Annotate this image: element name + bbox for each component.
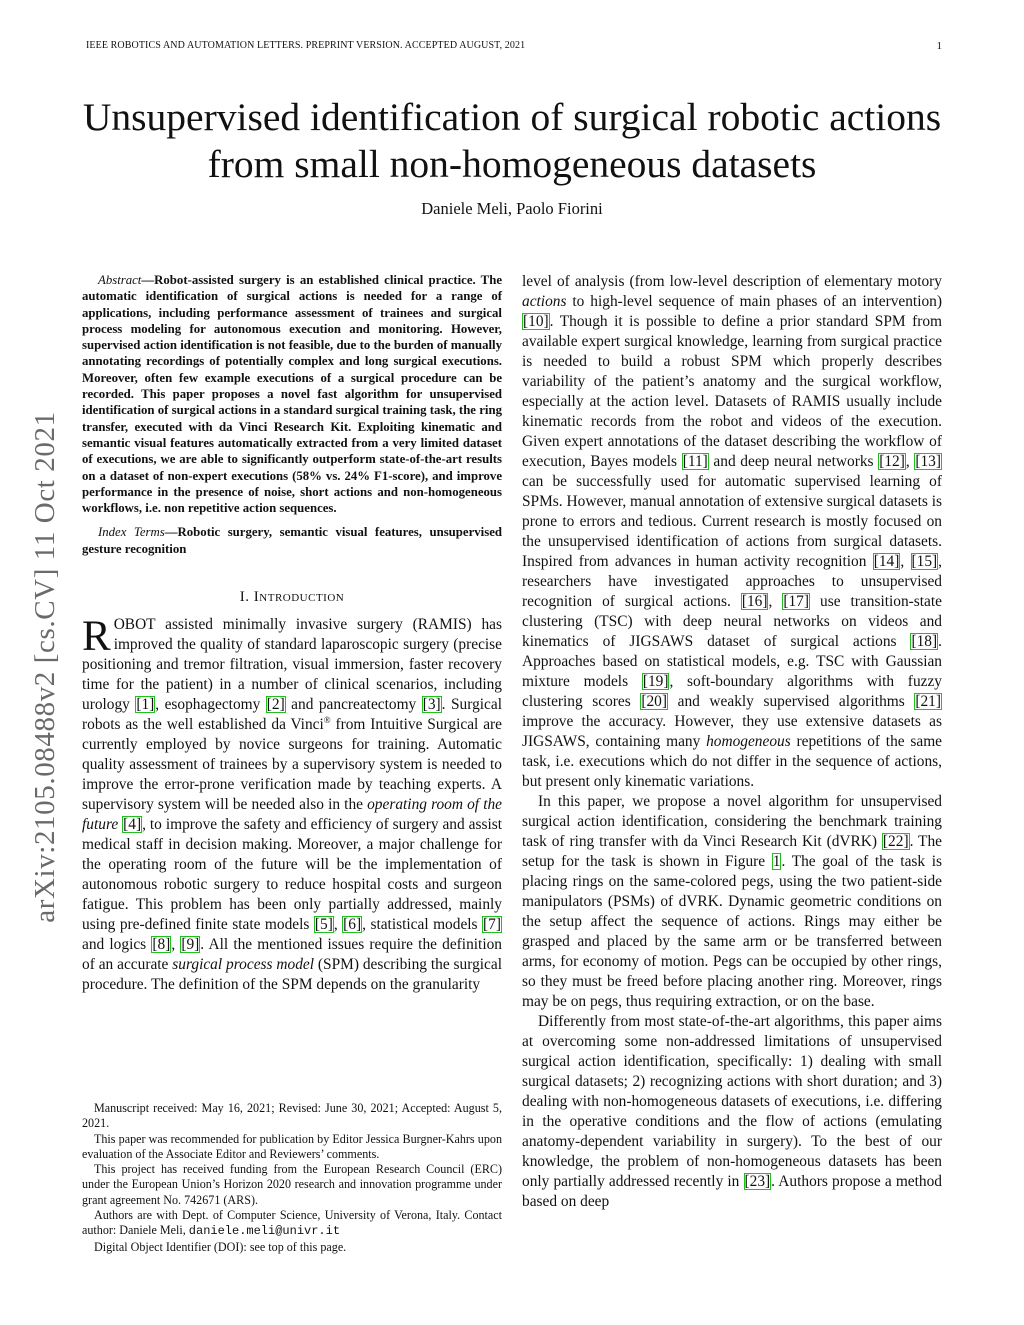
registered-mark: ® <box>323 714 331 725</box>
body-text: to high-level sequence of main phases of an intervention) <box>566 293 942 310</box>
footnote-funding: This project has received funding from the European Research Council (ERC) under the European Union’s Horizon 2020 research and innovation programme under grant agreement No. 742671 (ARS). <box>82 1162 502 1207</box>
body-text: . The setup for the task is shown in Figure <box>522 833 942 870</box>
intro-text: (SPM) describing the surgical procedure. The definition of the SPM depends on the granularity <box>82 956 502 994</box>
body-text: and weakly supervised algorithms <box>668 693 915 710</box>
intro-text: , to improve the safety and efficiency of surgery and assist medical staff in decision making. Moreover, a major challenge for the operating room of the future will be the implementation of autonomous robotic surgery to reduce hospital costs and surgeon fatigue. This problem has been only partially addressed, mainly using pre-defined finite state models <box>82 816 502 934</box>
footnote-affiliation <box>82 1208 502 1240</box>
intro-text: . Surgical robots as the well established da Vinci <box>82 696 502 734</box>
drop-cap: R <box>82 613 111 661</box>
intro-text: , <box>333 916 343 934</box>
citation-link[interactable]: [13] <box>915 453 941 470</box>
body-text: can be successfully used for automatic supervised learning of SPMs. However, manual annotation of extensive surgical datasets is prone to errors and tedious. Current research is mostly focused on the unsupervised identification of actions from surgical datasets. Inspired from advances in human activity recognition <box>522 473 942 570</box>
section-number: I. <box>239 589 250 606</box>
figure-reference-link[interactable]: 1 <box>772 853 781 870</box>
intro-text: and pancreatectomy <box>285 696 422 714</box>
citation-link[interactable]: [12] <box>879 453 905 470</box>
body-text: , <box>768 593 783 610</box>
index-terms-lead: Index Terms <box>98 525 165 540</box>
section-heading <box>82 587 502 607</box>
section-title: Introduction <box>253 589 345 606</box>
right-column <box>522 272 942 1212</box>
intro-text: , esophagectomy <box>155 696 266 714</box>
citation-link[interactable]: [3] <box>422 696 441 714</box>
body-text: level of analysis (from low-level description of elementary motory <box>522 273 942 290</box>
intro-paragraph-1 <box>82 615 502 995</box>
footnotes <box>82 1101 502 1255</box>
citation-link[interactable]: [5] <box>314 916 333 934</box>
body-text: improve the accuracy. However, they use extensive datasets as JIGSAWS, containing many <box>522 713 942 750</box>
emphasis: actions <box>522 293 567 310</box>
citation-link[interactable]: [7] <box>483 916 501 934</box>
body-text: , soft-boundary algorithms with fuzzy clustering scores <box>522 673 942 710</box>
contact-email-link[interactable]: daniele.meli@univr.it <box>188 1224 341 1239</box>
body-paragraph-4 <box>522 1012 942 1212</box>
body-paragraph-3 <box>522 792 942 1012</box>
intro-text: , <box>171 936 181 954</box>
body-text: use transition-state clustering (TSC) with deep neural networks on videos and kinematics of JIGSAWS dataset of surgical actions <box>522 593 942 650</box>
body-text: repetitions of the same task, i.e. executions which do not differ in the sequence of actions, but present only kinematic variations. <box>522 733 943 790</box>
page-number: 1 <box>936 40 942 52</box>
citation-link[interactable]: [21] <box>915 693 941 710</box>
citation-link[interactable]: [22] <box>882 833 909 850</box>
intro-text: . All the mentioned issues require the definition of an accurate <box>82 936 502 974</box>
paper-title: Unsupervised identification of surgical robotic actions from small non-homogeneous datasets <box>82 95 942 186</box>
abstract <box>82 272 502 516</box>
citation-link[interactable]: [15] <box>911 553 938 570</box>
authors: Daniele Meli, Paolo Fiorini <box>421 199 603 218</box>
footnote-doi: Digital Object Identifier (DOI): see top of this page. <box>94 1239 347 1254</box>
intro-text: from Intuitive Surgical are currently employed by novice surgeons for training. Automatic quality assessment of trainees by a supervisory system is needed to improve the error-prone verification made by teaching experts. A supervisory system will be needed also in the <box>82 716 502 814</box>
footnote-editor: This paper was recommended for publication by Editor Jessica Burgner-Kahrs upon evaluation of the Associate Editor and Reviewers’ comments. <box>82 1131 502 1161</box>
left-column <box>82 272 502 995</box>
citation-link[interactable]: [8] <box>152 936 171 954</box>
body-text: In this paper, we propose a novel algorithm for unsupervised surgical action identification, considering the benchmark training task of ring transfer with da Vinci Research Kit (dVRK) <box>522 793 942 850</box>
citation-link[interactable]: [16] <box>741 593 768 610</box>
citation-link[interactable]: [23] <box>744 1173 771 1190</box>
footnote-manuscript: Manuscript received: May 16, 2021; Revised: June 30, 2021; Accepted: August 5, 2021. <box>82 1101 502 1131</box>
body-text: Differently from most state-of-the-art algorithms, this paper aims at overcoming some non-addressed limitations of unsupervised surgical action identification, specifically: 1) dealing with small surgical datasets; 2) recognizing actions with short duration; and 3) dealing with non-homogeneous datasets of executions, i.e. differing in the operative conditions and the flow of actions (emulating anatomy-dependent variability in surgery). To the best of our knowledge, the problem of non-homogeneous datasets has been only partially addressed recently in <box>522 1013 942 1190</box>
body-paragraph-2 <box>522 272 942 792</box>
citation-link[interactable]: [20] <box>641 693 668 710</box>
index-terms <box>82 524 502 557</box>
citation-link[interactable]: [19] <box>642 673 669 690</box>
citation-link[interactable]: [10] <box>523 313 549 330</box>
citation-link[interactable]: [18] <box>911 633 938 650</box>
body-text: , researchers have investigated approaches to unsupervised recognition of surgical actions. <box>522 553 943 610</box>
index-terms-text: —Robotic surgery, semantic visual features, unsupervised gesture recognition <box>82 525 502 556</box>
intro-text: , statistical models <box>362 916 483 934</box>
body-text: . Authors propose a method based on deep <box>522 1173 942 1210</box>
citation-link[interactable]: [4] <box>123 816 142 834</box>
emphasis: surgical process model <box>172 956 315 974</box>
citation-link[interactable]: [2] <box>266 696 285 714</box>
intro-text: OBOT assisted minimally invasive surgery (RAMIS) has improved the quality of standard laparoscopic surgery (precise positioning and tremor filtration, visual immersion, faster recovery time for the patient) in a number of clinical scenarios, including urology <box>82 616 502 714</box>
intro-text: and logics <box>82 936 152 954</box>
citation-link[interactable]: [14] <box>873 553 900 570</box>
citation-link[interactable]: [1] <box>136 696 155 714</box>
emphasis: homogeneous <box>706 733 791 750</box>
citation-link[interactable]: [17] <box>783 593 809 610</box>
abstract-text: —Robot-assisted surgery is an established clinical practice. The automatic identification of surgical actions is needed for a range of applications, including performance assessment of trainees and surgical process modeling for autonomous execution and monitoring. However, supervised action identification is not feasible, due to the burden of manually annotating recordings of potentially complex and long surgical executions. Moreover, often few example executions of a surgical procedure can be recorded. This paper proposes a novel fast algorithm for unsupervised identification of surgical actions in a standard surgical training task, the ring transfer, executed with da Vinci Research Kit. Exploiting kinematic and semantic visual features automatically extracted from a very limited dataset of executions, we are able to significantly outperform state-of-the-art results on a dataset of non-expert executions (58% vs. 24% F1-score), and improve performance in the presence of noise, short actions and non-homogeneous workflows, i.e. non repetitive action sequences. <box>82 273 502 516</box>
body-text: . The goal of the task is placing rings on the same-colored pegs, using the two patient-side manipulators (PSMs) of dVRK. Dynamic geometric conditions on the setup affect the sequence of actions. Rings may either be grasped and placed by the same arm or be transferred between arms, for economy of motion. Pegs can be occupied by other rings, so they must be freed before placing another ring. Moreover, rings may be on pegs, thus requiring extraction, or on the base. <box>522 853 943 1010</box>
citation-link[interactable]: [6] <box>343 916 362 934</box>
emphasis: operating room of the future <box>82 796 502 834</box>
arxiv-identifier[interactable]: arXiv:2105.08488v2 [cs.CV] 11 Oct 2021 <box>29 411 61 923</box>
body-text: and deep neural networks <box>708 453 879 470</box>
body-text: , <box>905 453 915 470</box>
abstract-lead: Abstract <box>98 273 142 287</box>
citation-link[interactable]: [11] <box>682 453 708 470</box>
body-text: . Though it is possible to define a prior standard SPM from available expert surgical knowledge, learning from surgical practice is needed to build a robust SPM which properly describes variability of the patient’s anatomy and the surgical workflow, especially at the action level. Datasets of RAMIS usually include kinematic records from the robot and videos of the execution. Given expert annotations of the dataset describing the workflow of execution, Bayes models <box>522 313 942 470</box>
citation-link[interactable]: [9] <box>181 936 200 954</box>
body-text: , <box>900 553 911 570</box>
footnote-affiliation-text: Authors are with Dept. of Computer Science, University of Verona, Italy. Contact author: Daniele Meli, <box>82 1208 502 1238</box>
running-header: IEEE ROBOTICS AND AUTOMATION LETTERS. PREPRINT VERSION. ACCEPTED AUGUST, 2021 <box>86 40 526 51</box>
body-text: . Approaches based on statistical models, e.g. TSC with Gaussian mixture models <box>522 633 942 690</box>
